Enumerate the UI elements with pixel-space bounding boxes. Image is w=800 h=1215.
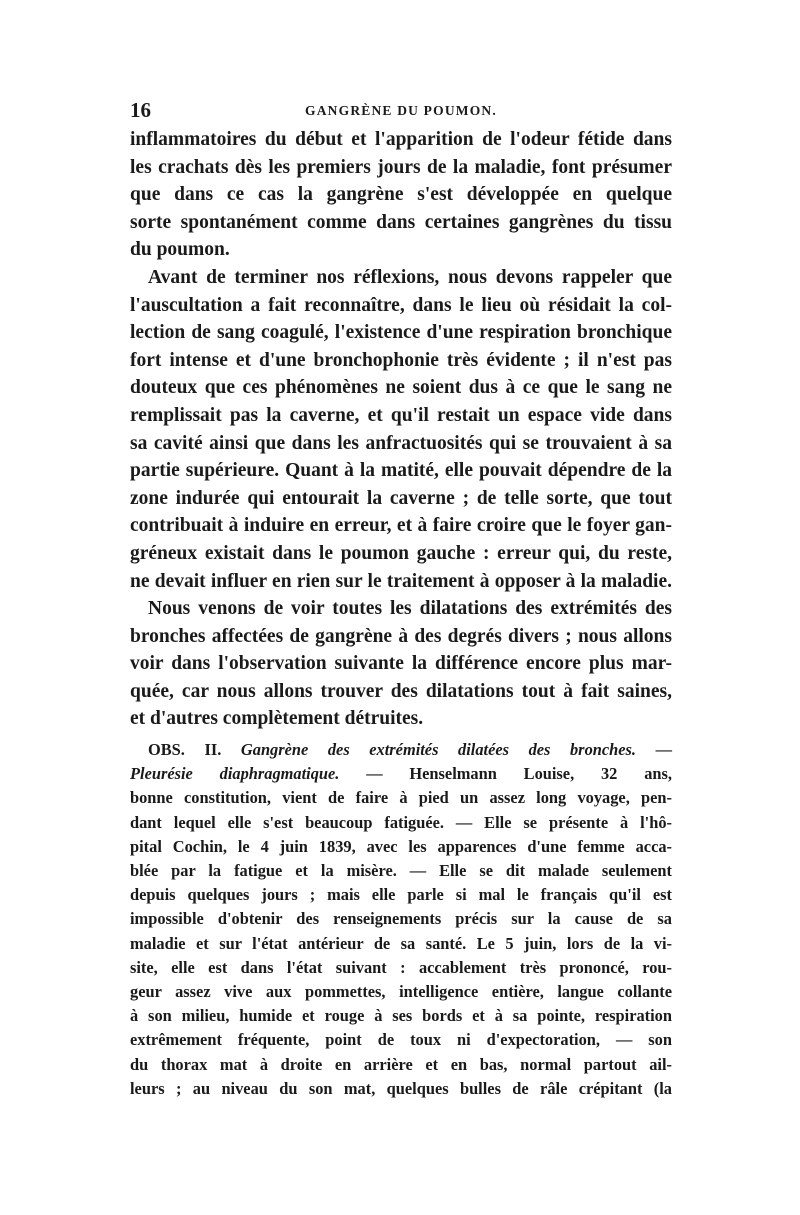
text-line: que dans ce cas la gangrène s'est développée en quelque — [130, 184, 672, 206]
observation-title: Gangrène des extrémités dilatées des bronches. — [240, 740, 637, 760]
title-dash: — — [636, 740, 672, 760]
text-line: fort intense et d'une bronchophonie très évidente ; il n'est pas — [130, 349, 672, 371]
text-line: dant lequel elle s'est beaucoup fatiguée. — Elle se présente à l'hô- — [130, 812, 672, 832]
text-line: Nous venons de voir toutes les dilatations des extrémités des — [148, 598, 672, 620]
text-line: extrêmement fréquente, point de toux ni d'expectoration, — son — [130, 1030, 672, 1050]
page-header — [130, 98, 672, 126]
text-line: bonne constitution, vient de faire à pied un assez long voyage, pen- — [130, 788, 672, 808]
text-line: les crachats dès les premiers jours de la maladie, font présumer — [130, 156, 672, 178]
text-line: inflammatoires du début et l'apparition de l'odeur fétide dans — [130, 129, 672, 150]
observation-heading — [130, 738, 672, 762]
running-title: GANGRÈNE DU POUMON. — [305, 103, 497, 118]
text-line: contribuait à induire en erreur, et à faire croire que le foyer gan- — [130, 515, 672, 537]
text-segment: — Henselmann Louise, 32 ans, — [339, 764, 672, 784]
text-line: remplissait pas la caverne, et qu'il restait un espace vide dans — [130, 404, 672, 426]
observation-subtitle: Pleurésie diaphragmatique. — [130, 764, 340, 784]
text-line: blée par la fatigue et la misère. — Elle se dit malade seulement — [130, 861, 672, 880]
observation-block — [130, 738, 672, 1101]
text-line: du thorax mat à droite en arrière et en bas, normal partout ail- — [130, 1054, 672, 1074]
text-line: site, elle est dans l'état suivant : accablement très prononcé, rou- — [130, 957, 672, 977]
book-page — [130, 98, 672, 1101]
text-line: sa cavité ainsi que dans les anfractuosités qui se trouvaient à sa — [130, 432, 672, 454]
text-line: bronches affectées de gangrène à des degrés divers ; nous allons — [130, 625, 672, 647]
text-line: à son milieu, humide et rouge à ses bords et à sa pointe, respiration — [130, 1006, 672, 1026]
text-line: gréneux existait dans le poumon gauche : erreur qui, du reste, — [130, 542, 672, 564]
text-line: maladie et sur l'état antérieur de sa santé. Le 5 juin, lors de la vi- — [130, 933, 672, 953]
text-line: geur assez vive aux pommettes, intelligence entière, langue collante — [130, 981, 672, 1001]
text-line: pital Cochin, le 4 juin 1839, avec les apparences d'une femme acca- — [130, 836, 672, 856]
text-line: l'auscultation a fait reconnaître, dans le lieu où résidait la col- — [130, 294, 672, 316]
observation-label: OBS. II. — [148, 740, 222, 760]
text-line: Avant de terminer nos réflexions, nous devons rappeler que — [148, 266, 672, 288]
text-line: douteux que ces phénomènes ne soient dus à ce que le sang ne — [130, 377, 672, 399]
text-line: et d'autres complètement détruites. — [130, 708, 424, 730]
text-line: quée, car nous allons trouver des dilatations tout à fait saines, — [130, 680, 672, 702]
page-number: 16 — [130, 98, 151, 122]
text-line: impossible d'obtenir des renseignements précis sur la cause de sa — [130, 909, 672, 929]
paragraph-3 — [130, 595, 672, 733]
text-line: du poumon. — [130, 239, 230, 261]
text-line: partie supérieure. Quant à la matité, elle pouvait dépendre de la — [130, 460, 672, 482]
text-line: zone indurée qui entourait la caverne ; de telle sorte, que tout — [130, 487, 672, 509]
paragraph-2 — [130, 264, 672, 595]
text-line: ne devait influer en rien sur le traitement à opposer à la maladie. — [130, 570, 672, 592]
text-line: voir dans l'observation suivante la différence encore plus mar- — [130, 653, 672, 675]
text-line: leurs ; au niveau du son mat, quelques bulles de râle crépitant (la — [130, 1078, 672, 1098]
text-line: sorte spontanément comme dans certaines gangrènes du tissu — [130, 211, 672, 233]
paragraph-1 — [130, 126, 672, 264]
text-line — [130, 762, 672, 786]
text-line: lection de sang coagulé, l'existence d'une respiration bronchique — [130, 322, 672, 344]
text-line: depuis quelques jours ; mais elle parle si mal le français qu'il est — [130, 885, 672, 905]
